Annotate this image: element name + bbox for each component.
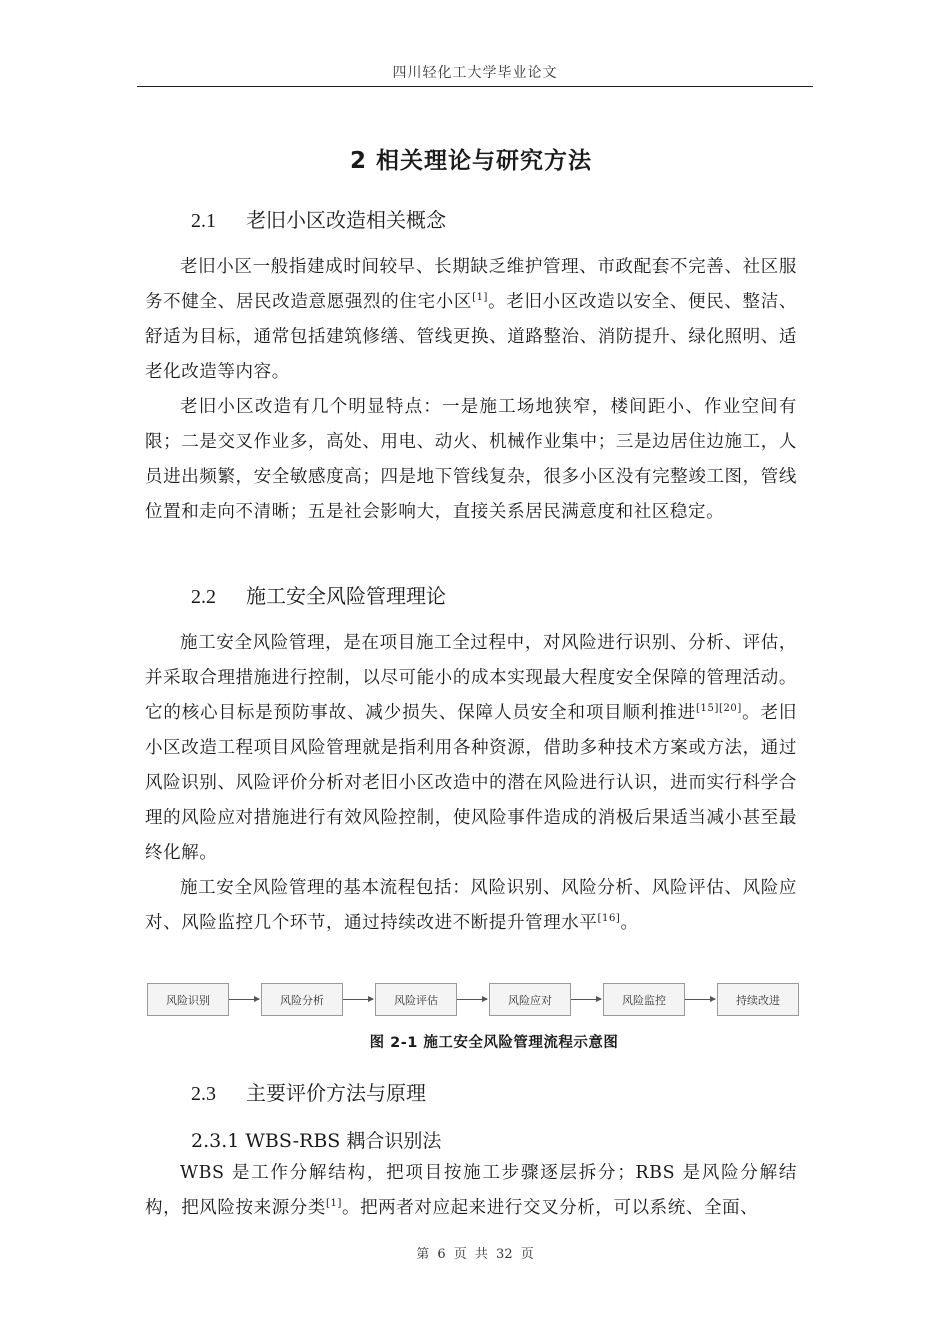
section-number: 2.3 [191, 1083, 216, 1105]
flow-step-1: 风险识别 [147, 983, 229, 1016]
chapter-title: 2 相关理论与研究方法 [349, 148, 592, 174]
paragraph-text: 老旧小区一般指建成时间较早、长期缺乏维护管理、市政配套不完善、社区服务不健全、居民改造意愿强烈的住宅小区 [145, 257, 797, 312]
arrow-icon [457, 999, 487, 1000]
paragraph-5 [145, 1156, 797, 1226]
section-title: 施工安全风险管理理论 [246, 584, 446, 608]
paragraph-1 [145, 250, 797, 390]
figure-caption: 图 2-1 施工安全风险管理流程示意图 [369, 1035, 619, 1051]
section-number: 2.1 [191, 210, 216, 232]
arrow-icon [343, 999, 373, 1000]
subsection-2-3-1-heading: 2.3.1 WBS-RBS 耦合识别法 [191, 1130, 442, 1152]
paragraph-text: 。老旧小区改造工程项目风险管理就是指利用各种资源，借助多种技术方案或方法，通过风险识别、风险评价分析对老旧小区改造中的潜在风险进行认识，进而实行科学合理的风险应对措施进行有效风险控制，使风险事件造成的消极后果适当减小甚至最终化解。 [145, 703, 797, 863]
citation: [1] [472, 292, 489, 304]
section-2-2-heading [191, 580, 446, 609]
paragraph-3 [145, 626, 797, 871]
citation: [16] [597, 913, 621, 925]
section-title: 主要评价方法与原理 [246, 1081, 426, 1105]
running-header: 四川轻化工大学毕业论文 [392, 65, 558, 81]
paragraph-text: WBS 是工作分解结构，把项目按施工步骤逐层拆分；RBS 是风险分解结构，把风险按来源分类 [145, 1163, 797, 1218]
header-rule [137, 86, 813, 87]
paragraph-text: 。把两者对应起来进行交叉分析，可以系统、全面、 [341, 1198, 759, 1218]
arrow-icon [229, 999, 259, 1000]
paragraph-4 [145, 871, 797, 941]
flow-step-2: 风险分析 [261, 983, 343, 1016]
section-number: 2.2 [191, 586, 216, 608]
paragraph-text: 。 [620, 913, 639, 933]
paragraph-2: 老旧小区改造有几个明显特点：一是施工场地狭窄，楼间距小、作业空间有限；二是交叉作业多，高处、用电、动火、机械作业集中；三是边居住边施工，人员进出频繁，安全敏感度高；四是地下管线复杂，很多小区没有完整竣工图，管线位置和走向不清晰；五是社会影响大，直接关系居民满意度和社区稳定。 [145, 397, 797, 522]
section-title: 老旧小区改造相关概念 [246, 208, 446, 232]
section-2-1-heading [191, 204, 446, 233]
citation: [15][20] [696, 703, 742, 715]
paragraph-text: 。老旧小区改造以安全、便民、整洁、舒适为目标，通常包括建筑修缮、管线更换、道路整治、消防提升、绿化照明、适老化改造等内容。 [145, 292, 797, 382]
section-2-3-heading [191, 1077, 426, 1106]
arrow-icon [685, 999, 715, 1000]
paragraph-text: 施工安全风险管理，是在项目施工全过程中，对风险进行识别、分析、评估，并采取合理措施进行控制，以尽可能小的成本实现最大程度安全保障的管理活动。它的核心目标是预防事故、减少损失、保障人员安全和项目顺利推进 [145, 633, 797, 723]
flow-step-4: 风险应对 [489, 983, 571, 1016]
flow-step-5: 风险监控 [603, 983, 685, 1016]
flow-step-6: 持续改进 [717, 983, 799, 1016]
risk-process-flow-figure [145, 983, 797, 1016]
citation: [1] [326, 1198, 342, 1210]
flow-step-3: 风险评估 [375, 983, 457, 1016]
arrow-icon [571, 999, 601, 1000]
paragraph-text: 施工安全风险管理的基本流程包括：风险识别、风险分析、风险评估、风险应对、风险监控几个环节，通过持续改进不断提升管理水平 [145, 878, 797, 933]
page-footer: 第 6 页 共 32 页 [416, 1247, 534, 1262]
